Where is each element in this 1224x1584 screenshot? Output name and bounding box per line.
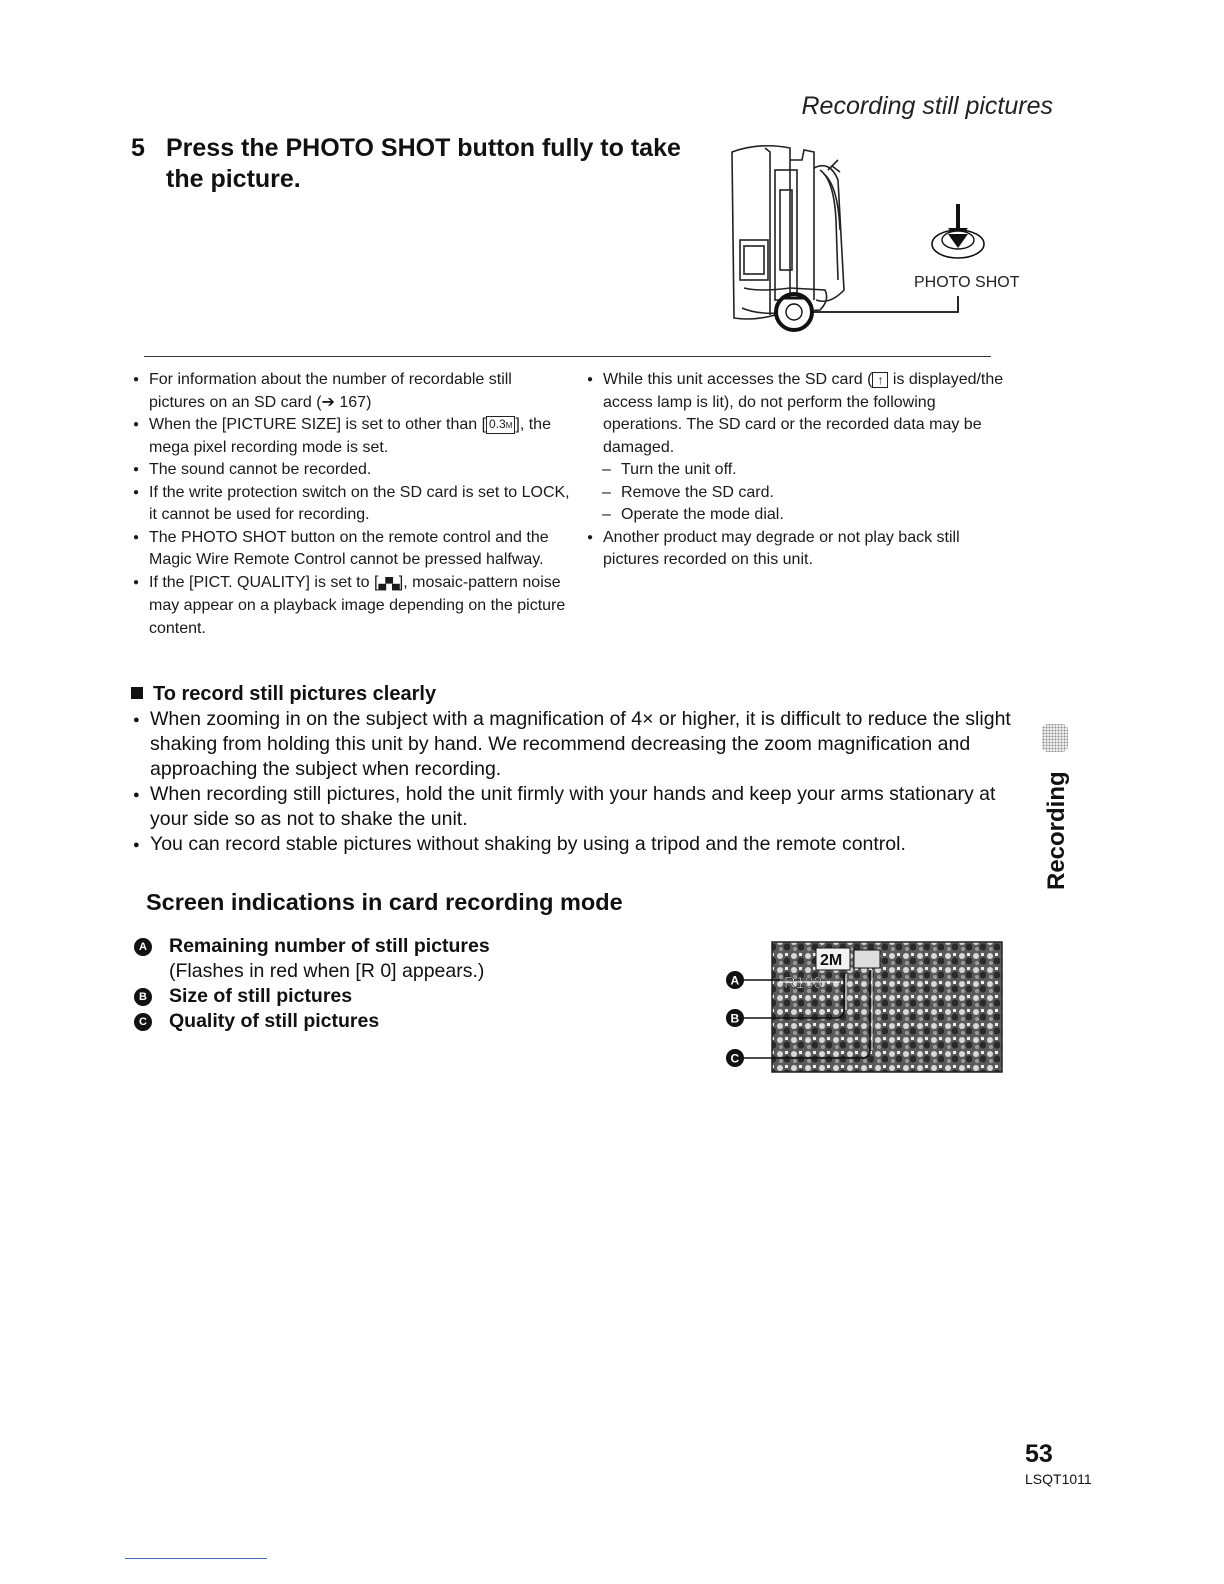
square-bullet-icon <box>131 687 143 699</box>
note-item: ● The PHOTO SHOT button on the remote control and the Magic Wire Remote Control cannot be pressed halfway. <box>131 527 571 572</box>
note-text: If the [PICT. QUALITY] is set to [ <box>149 573 379 591</box>
note-item <box>131 572 571 641</box>
legend-label: Quality of still pictures <box>169 1010 380 1032</box>
screen-indications-heading: Screen indications in card recording mode <box>146 889 623 915</box>
badge-c-icon: C <box>134 1013 152 1031</box>
legend-subtext: (Flashes in red when [R 0] appears.) <box>169 960 485 982</box>
tip-item: ● When recording still pictures, hold the unit firmly with your hands and keep your arms stationary at your side so as not to shake the unit. <box>131 782 1021 832</box>
note-item <box>585 369 1015 459</box>
tips-list <box>131 707 1021 857</box>
step-text: Press the PHOTO SHOT button fully to take the picture. <box>166 134 681 193</box>
note-text: While this unit accesses the SD card ( <box>603 371 873 388</box>
note-item: ● Another product may degrade or not play back still pictures recorded on this unit. <box>585 527 1015 572</box>
legend-item-b <box>131 984 490 1009</box>
note-text: When the [PICTURE SIZE] is set to other than [ <box>149 416 487 433</box>
photo-shot-label: PHOTO SHOT <box>914 274 1020 291</box>
step-number: 5 <box>131 134 145 162</box>
osd-badge-c-icon: C <box>730 1051 740 1066</box>
tips-heading-text: To record still pictures clearly <box>153 683 437 705</box>
dash-item: – Remove the SD card. <box>585 482 1015 505</box>
icon-text: M <box>505 421 513 430</box>
indication-legend <box>131 934 490 1034</box>
note-item: ● If the write protection switch on the SD card is set to LOCK, it cannot be used for recording. <box>131 482 571 527</box>
badge-b-icon: B <box>134 988 152 1006</box>
note-text: is displayed/the access lamp is lit), do not perform the following operations. The SD card or the recorded data may be damaged. <box>603 371 1004 456</box>
picture-size-icon <box>486 416 515 434</box>
note-item <box>131 414 571 459</box>
legend-label: Remaining number of still pictures <box>169 935 490 957</box>
osd-badge-a-icon: A <box>730 973 740 988</box>
notes-left-column <box>131 369 571 640</box>
step-instruction <box>131 133 711 195</box>
note-item: ● The sound cannot be recorded. <box>131 459 571 482</box>
camera-illustration <box>720 140 1020 340</box>
page-number: 53 <box>1025 1440 1053 1468</box>
dash-item: – Turn the unit off. <box>585 459 1015 482</box>
card-access-icon: ↑ <box>872 372 888 388</box>
note-text: ], mosaic-pattern noise may appear on a playback image depending on the picture content. <box>149 573 566 637</box>
dash-item: – Operate the mode dial. <box>585 504 1015 527</box>
legend-item-c <box>131 1009 490 1034</box>
icon-text: 0.3 <box>489 417 506 431</box>
quality-icon: ▄▀▄ <box>378 577 399 590</box>
osd-size-text: 2M <box>820 952 843 969</box>
document-code: LSQT1011 <box>1025 1471 1092 1487</box>
tip-item: ● You can record stable pictures without shaking by using a tripod and the remote control. <box>131 832 1021 857</box>
footer-rule <box>125 1558 267 1559</box>
section-title: Recording still pictures <box>801 92 1053 120</box>
side-tab-label: Recording <box>1043 771 1070 890</box>
legend-label: Size of still pictures <box>169 985 353 1007</box>
legend-item-a <box>131 934 490 984</box>
note-text: ], the mega pixel recording mode is set. <box>149 416 551 456</box>
badge-a-icon: A <box>134 938 152 956</box>
notes-right-column <box>585 369 1015 572</box>
note-item: ● For information about the number of recordable still pictures on an SD card (➔ 167) <box>131 369 571 414</box>
tip-item: ● When zooming in on the subject with a magnification of 4× or higher, it is difficult to reduce the slight shaking from holding this unit by hand. We recommend decreasing the zoom magnification and approaching the subject when recording. <box>131 707 1021 782</box>
osd-remaining-text: R100 <box>784 975 823 992</box>
chapter-side-tab <box>1030 720 1100 900</box>
lcd-screen-illustration <box>720 938 1010 1078</box>
tips-heading <box>131 683 436 706</box>
divider <box>144 356 991 357</box>
osd-badge-b-icon: B <box>730 1011 740 1026</box>
